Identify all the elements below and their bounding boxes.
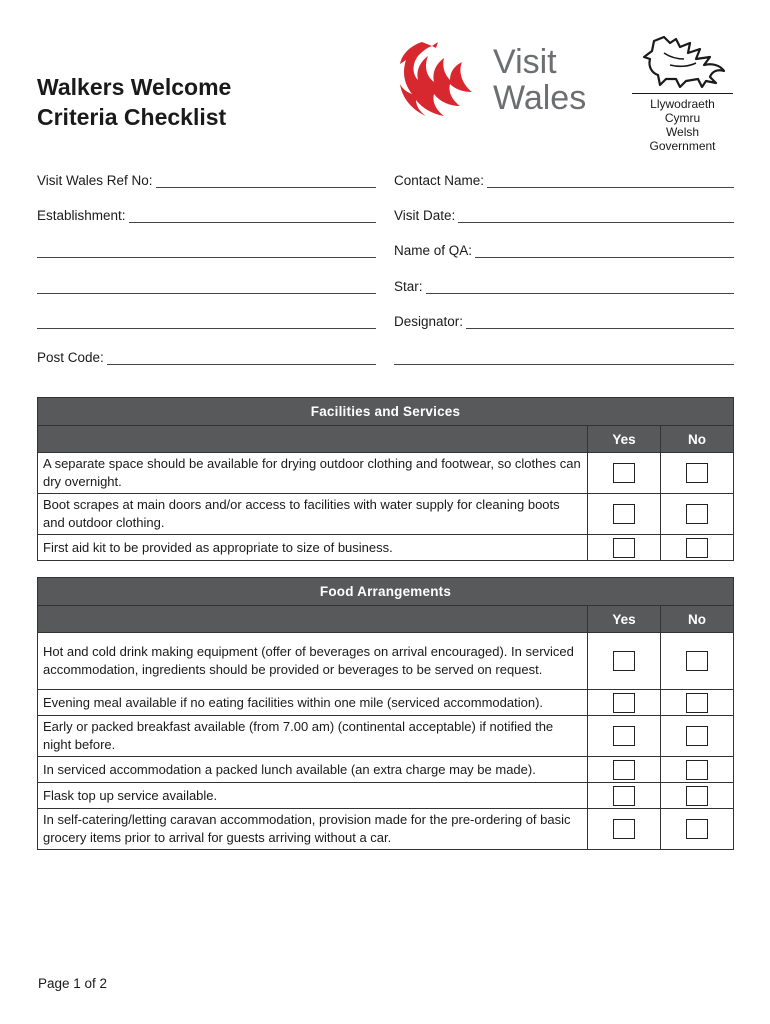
yes-checkbox[interactable] bbox=[613, 819, 635, 839]
designator-input[interactable] bbox=[466, 316, 734, 329]
yes-checkbox[interactable] bbox=[613, 786, 635, 806]
table-row bbox=[38, 535, 734, 561]
table-row bbox=[38, 809, 734, 850]
no-checkbox[interactable] bbox=[686, 726, 708, 746]
visit-date-field bbox=[394, 205, 734, 223]
contact-name-label: Contact Name: bbox=[394, 173, 485, 188]
table-row bbox=[38, 783, 734, 809]
no-checkbox[interactable] bbox=[686, 786, 708, 806]
yes-checkbox[interactable] bbox=[613, 693, 635, 713]
no-header: No bbox=[661, 606, 734, 633]
page-title bbox=[37, 72, 231, 132]
no-checkbox[interactable] bbox=[686, 693, 708, 713]
criterion-text: A separate space should be available for drying outdoor clothing and footwear, so clothes can dry overnight. bbox=[38, 453, 588, 494]
yes-checkbox[interactable] bbox=[613, 760, 635, 780]
facilities-services-table bbox=[37, 397, 734, 561]
no-checkbox[interactable] bbox=[686, 504, 708, 524]
no-header: No bbox=[661, 426, 734, 453]
table-row bbox=[38, 494, 734, 535]
food-arrangements-table bbox=[37, 577, 734, 850]
visit-wales-dragon-logo-icon bbox=[392, 40, 478, 122]
no-checkbox[interactable] bbox=[686, 463, 708, 483]
post-code-field bbox=[37, 347, 376, 365]
yes-header: Yes bbox=[588, 606, 661, 633]
criterion-text: First aid kit to be provided as appropriate to size of business. bbox=[38, 535, 588, 561]
designator-label: Designator: bbox=[394, 314, 464, 329]
ref-no-label: Visit Wales Ref No: bbox=[37, 173, 153, 188]
welsh-government-wordmark bbox=[632, 97, 733, 153]
table-row bbox=[38, 716, 734, 757]
qa-name-label: Name of QA: bbox=[394, 243, 473, 258]
page-number: Page 1 of 2 bbox=[38, 976, 108, 991]
table-row bbox=[38, 757, 734, 783]
no-checkbox[interactable] bbox=[686, 819, 708, 839]
designator-field bbox=[394, 311, 734, 329]
criterion-text: Early or packed breakfast available (from 7.00 am) (continental acceptable) if notified the night before. bbox=[38, 716, 588, 757]
visit-date-label: Visit Date: bbox=[394, 208, 456, 223]
establishment-field bbox=[37, 205, 376, 223]
criterion-text: Boot scrapes at main doors and/or access to facilities with water supply for cleaning boots and outdoor clothing. bbox=[38, 494, 588, 535]
gov-line-2: Welsh Government bbox=[649, 125, 716, 153]
criterion-text: Hot and cold drink making equipment (offer of beverages on arrival encouraged). In serviced accommodation, ingredients should be provided or beverages to be served on request. bbox=[38, 633, 588, 690]
star-input[interactable] bbox=[426, 281, 734, 294]
logo-line-2: Wales bbox=[493, 79, 587, 117]
no-checkbox[interactable] bbox=[686, 538, 708, 558]
star-label: Star: bbox=[394, 279, 423, 294]
yes-checkbox[interactable] bbox=[613, 651, 635, 671]
gov-divider bbox=[632, 93, 733, 94]
criteria-header-blank bbox=[38, 426, 588, 453]
title-line-2: Criteria Checklist bbox=[37, 104, 227, 130]
criteria-header-blank bbox=[38, 606, 588, 633]
post-code-label: Post Code: bbox=[37, 350, 104, 365]
criterion-text: Evening meal available if no eating facilities within one mile (serviced accommodation). bbox=[38, 690, 588, 716]
visit-wales-wordmark bbox=[493, 44, 586, 116]
yes-checkbox[interactable] bbox=[613, 538, 635, 558]
address-line-1-input[interactable] bbox=[37, 245, 376, 258]
table-row bbox=[38, 690, 734, 716]
establishment-label: Establishment: bbox=[37, 208, 126, 223]
section-title: Food Arrangements bbox=[38, 578, 734, 606]
yes-checkbox[interactable] bbox=[613, 463, 635, 483]
extra-input[interactable] bbox=[394, 352, 734, 365]
address-line-3-input[interactable] bbox=[37, 316, 376, 329]
contact-name-input[interactable] bbox=[487, 175, 734, 188]
gov-line-1: Llywodraeth Cymru bbox=[650, 97, 715, 125]
yes-checkbox[interactable] bbox=[613, 726, 635, 746]
table-row bbox=[38, 453, 734, 494]
address-line-1-field bbox=[37, 240, 376, 258]
address-line-3-field bbox=[37, 311, 376, 329]
criterion-text: In serviced accommodation a packed lunch available (an extra charge may be made). bbox=[38, 757, 588, 783]
establishment-input[interactable] bbox=[129, 210, 376, 223]
criterion-text: Flask top up service available. bbox=[38, 783, 588, 809]
logo-line-1: Visit bbox=[493, 43, 557, 81]
address-line-2-field bbox=[37, 276, 376, 294]
star-field bbox=[394, 276, 734, 294]
ref-no-field bbox=[37, 170, 376, 188]
table-row bbox=[38, 633, 734, 690]
criterion-text: In self-catering/letting caravan accommodation, provision made for the pre-ordering of basic grocery items prior to arrival for guests arriving without a car. bbox=[38, 809, 588, 850]
ref-no-input[interactable] bbox=[156, 175, 376, 188]
no-checkbox[interactable] bbox=[686, 760, 708, 780]
post-code-input[interactable] bbox=[107, 352, 376, 365]
extra-field bbox=[394, 347, 734, 365]
visit-date-input[interactable] bbox=[458, 210, 734, 223]
contact-name-field bbox=[394, 170, 734, 188]
title-line-1: Walkers Welcome bbox=[37, 74, 232, 100]
section-title: Facilities and Services bbox=[38, 398, 734, 426]
qa-name-input[interactable] bbox=[475, 245, 734, 258]
qa-name-field bbox=[394, 240, 734, 258]
welsh-government-dragon-crest-icon bbox=[640, 33, 730, 91]
no-checkbox[interactable] bbox=[686, 651, 708, 671]
yes-header: Yes bbox=[588, 426, 661, 453]
address-line-2-input[interactable] bbox=[37, 281, 376, 294]
yes-checkbox[interactable] bbox=[613, 504, 635, 524]
